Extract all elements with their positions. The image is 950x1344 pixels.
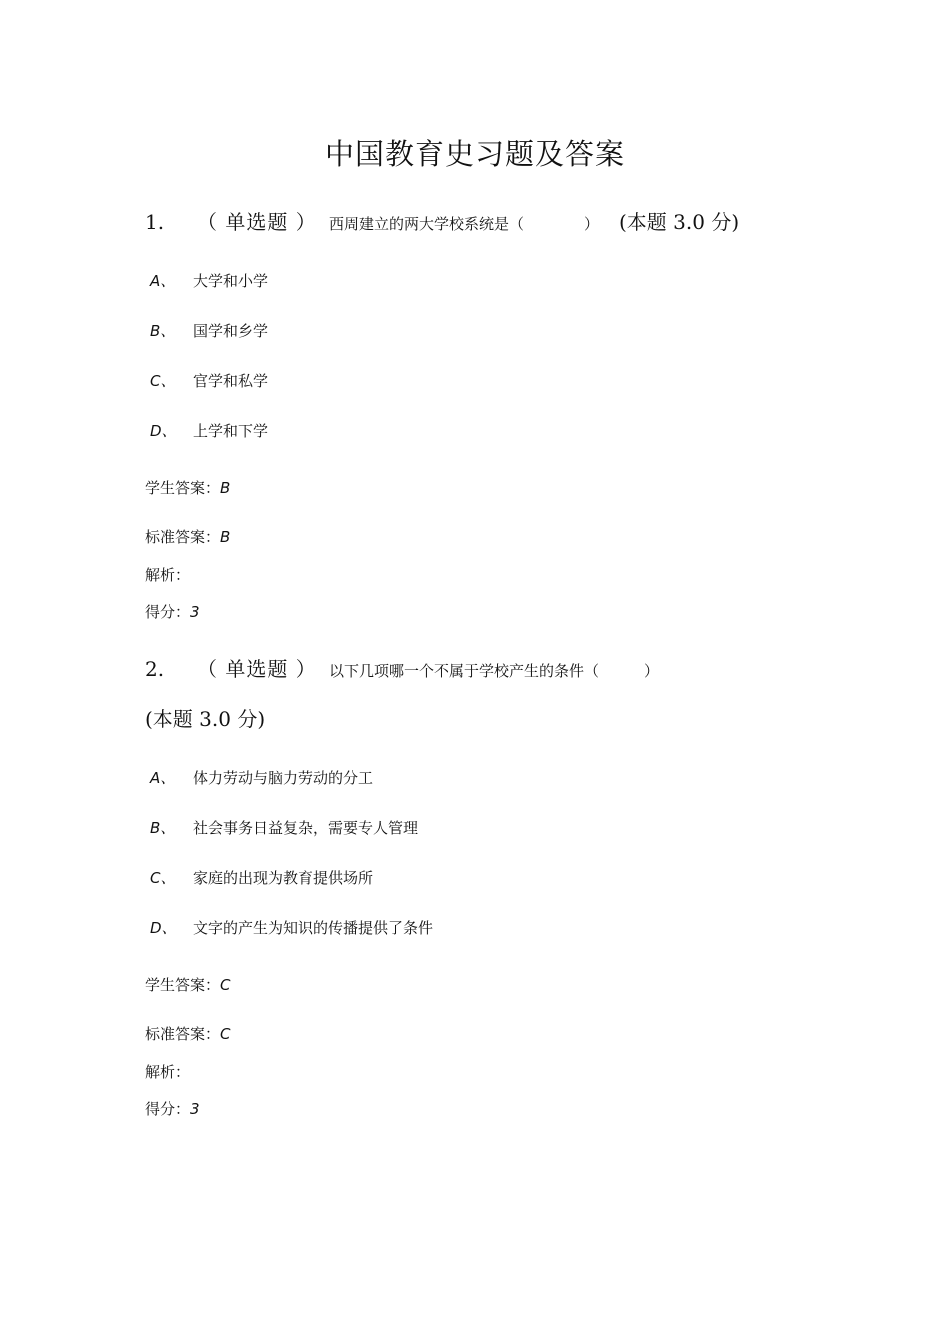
standard-answer-label: 标准答案：: [145, 1025, 221, 1043]
score-value: 3: [190, 1100, 200, 1118]
option-letter: C、: [150, 372, 176, 390]
question-1-points: (本题 3.0 分): [619, 210, 740, 234]
option-letter: B、: [150, 819, 176, 837]
standard-answer-label: 标准答案：: [145, 528, 221, 546]
score-label: 得分：: [145, 603, 191, 621]
score-value: 3: [190, 603, 200, 621]
option-text: 文字的产生为知识的传播提供了条件: [193, 919, 434, 937]
student-answer-value: B: [220, 479, 231, 497]
page-title: 中国教育史习题及答案: [324, 137, 625, 171]
question-2-analysis: [145, 1059, 190, 1085]
option-letter: B、: [150, 322, 176, 340]
question-2-standard-answer: [145, 1021, 231, 1047]
student-answer-value: C: [220, 976, 231, 994]
question-2-number: 2.: [145, 657, 165, 681]
question-2-text: 以下几项哪一个不属于学校产生的条件（ ）: [329, 662, 660, 680]
option-letter: A、: [150, 769, 176, 787]
question-1-header: [145, 205, 765, 239]
standard-answer-value: B: [220, 528, 231, 546]
question-1-score: [145, 599, 200, 625]
question-1-student-answer: [145, 475, 230, 501]
question-1-standard-answer: [145, 524, 230, 550]
question-2-header: [145, 652, 745, 686]
question-2-points: (本题 3.0 分): [145, 707, 266, 731]
option-text: 上学和下学: [193, 422, 269, 440]
option-letter: D、: [150, 422, 177, 440]
option-letter: A、: [150, 272, 176, 290]
question-1-number: 1.: [145, 210, 165, 234]
option-letter: D、: [150, 919, 177, 937]
student-answer-label: 学生答案：: [145, 976, 221, 994]
question-1-text: 西周建立的两大学校系统是（ ）: [329, 215, 600, 233]
score-label: 得分：: [145, 1100, 191, 1118]
analysis-label: 解析：: [145, 1063, 191, 1081]
question-2-type: （ 单选题 ）: [197, 657, 317, 681]
option-text: 国学和乡学: [193, 322, 269, 340]
option-text: 官学和私学: [193, 372, 269, 390]
option-text: 大学和小学: [193, 272, 269, 290]
option-text: 社会事务日益复杂，需要专人管理: [193, 819, 419, 837]
question-1-analysis: [145, 562, 190, 588]
analysis-label: 解析：: [145, 566, 191, 584]
standard-answer-value: C: [220, 1025, 231, 1043]
question-2-student-answer: [145, 972, 231, 998]
student-answer-label: 学生答案：: [145, 479, 221, 497]
question-1-type: （ 单选题 ）: [197, 210, 317, 234]
option-letter: C、: [150, 869, 176, 887]
option-text: 体力劳动与脑力劳动的分工: [193, 769, 374, 787]
option-text: 家庭的出现为教育提供场所: [193, 869, 374, 887]
question-2-score: [145, 1096, 200, 1122]
